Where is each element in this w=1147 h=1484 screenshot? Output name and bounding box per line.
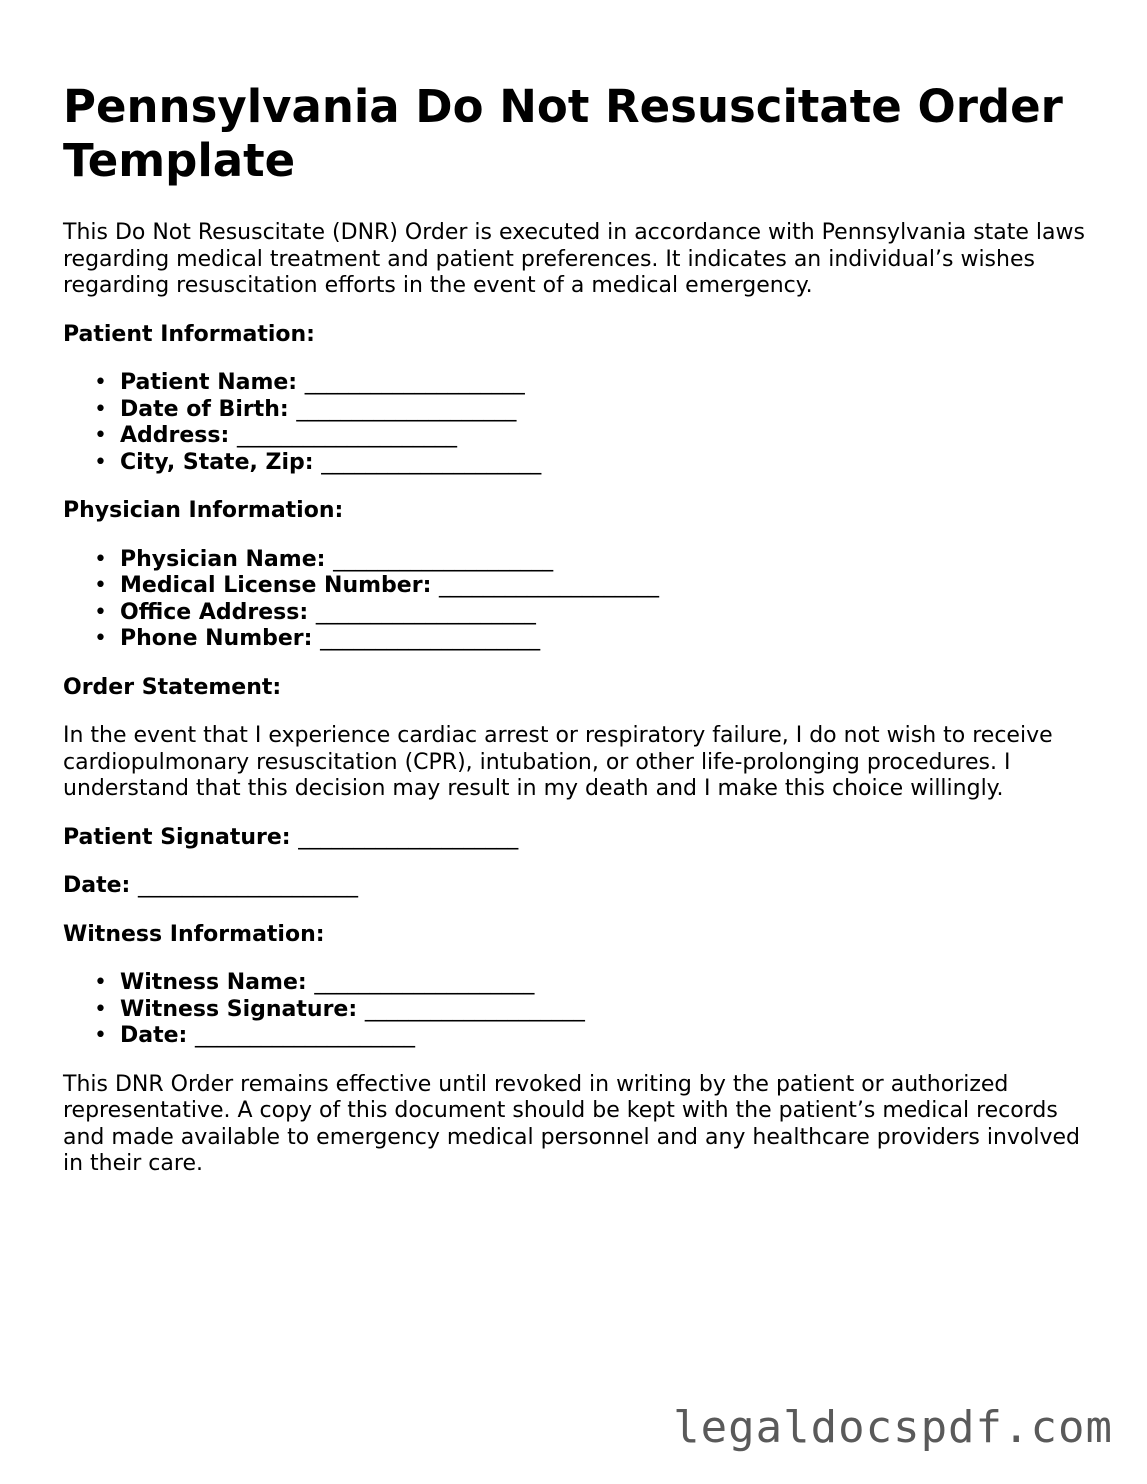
- blank-line: ____________________: [320, 626, 541, 651]
- bullet-icon: •: [94, 599, 107, 625]
- physician-info-heading: Physician Information:: [63, 498, 344, 523]
- field-label: Witness Name:: [120, 970, 307, 995]
- order-statement-heading: Order Statement:: [63, 674, 282, 700]
- field-label: Address:: [120, 423, 230, 448]
- physician-info-list: [63, 547, 1093, 653]
- bullet-icon: •: [94, 546, 107, 572]
- witness-name-field[interactable]: [63, 970, 1093, 997]
- closing-paragraph: This DNR Order remains effective until revoked in writing by the patient or authorized representative. A copy of this document should be kept with the patient’s medical records and made available to emergency medical personnel and any healthcare providers involved in their care.: [63, 1071, 1081, 1176]
- blank-line: ____________________: [236, 423, 457, 448]
- physician-name-field[interactable]: [63, 547, 1093, 574]
- address-field[interactable]: [63, 423, 1093, 450]
- blank-line: ____________________: [364, 996, 585, 1022]
- blank-line: ____________________: [304, 370, 525, 395]
- bullet-icon: •: [94, 449, 107, 475]
- city-state-zip-field[interactable]: [63, 450, 1093, 477]
- patient-info-heading: Patient Information:: [63, 321, 315, 347]
- field-label: Medical License Number:: [120, 573, 432, 598]
- field-label: City, State, Zip:: [120, 449, 314, 475]
- office-address-field[interactable]: [63, 600, 1093, 627]
- order-statement-text: In the event that I experience cardiac arrest or respiratory failure, I do not wish to receive cardiopulmonary resuscitation (CPR), intubation, or other life-prolonging procedures. I understand that this decision may result in my death and I make this choice willingly.: [63, 723, 1053, 801]
- blank-line: ____________________: [321, 449, 542, 475]
- blank-line: ____________________: [314, 970, 535, 995]
- bullet-icon: •: [94, 396, 107, 422]
- intro-paragraph: This Do Not Resuscitate (DNR) Order is executed in accordance with Pennsylvania state laws regarding medical treatment and patient preferences. It indicates an individual’s wishes regarding resuscitation efforts in the event of a medical emergency.: [63, 220, 1085, 298]
- bullet-icon: •: [94, 370, 107, 395]
- field-label: Office Address:: [120, 599, 309, 625]
- field-label: Physician Name:: [120, 546, 326, 572]
- field-label: Witness Signature:: [120, 996, 358, 1022]
- patient-signature-field[interactable]: [63, 825, 1093, 852]
- date-of-birth-field[interactable]: [63, 397, 1093, 424]
- blank-line: ____________________: [138, 873, 359, 898]
- witness-date-field[interactable]: [63, 1023, 1093, 1050]
- field-label: Date:: [120, 1023, 188, 1048]
- bullet-icon: •: [94, 996, 107, 1022]
- patient-info-list: [63, 370, 1093, 476]
- bullet-icon: •: [94, 970, 107, 995]
- phone-number-field[interactable]: [63, 626, 1093, 653]
- bullet-icon: •: [94, 1023, 107, 1048]
- witness-signature-field[interactable]: [63, 997, 1093, 1024]
- medical-license-number-field[interactable]: [63, 573, 1093, 600]
- signature-date-field[interactable]: [63, 873, 1093, 900]
- bullet-icon: •: [94, 626, 107, 651]
- blank-line: ____________________: [195, 1023, 416, 1048]
- field-label: Patient Signature:: [63, 824, 291, 850]
- blank-line: ____________________: [333, 546, 554, 572]
- blank-line: ____________________: [439, 573, 660, 598]
- blank-line: ____________________: [298, 824, 519, 850]
- blank-line: ____________________: [315, 599, 536, 625]
- document-page: [63, 80, 1093, 1178]
- field-label: Phone Number:: [120, 626, 313, 651]
- witness-info-heading: Witness Information:: [63, 921, 325, 947]
- patient-name-field[interactable]: [63, 370, 1093, 397]
- field-label: Date of Birth:: [120, 396, 289, 422]
- document-title: Pennsylvania Do Not Resuscitate Order Template: [63, 80, 1063, 187]
- field-label: Date:: [63, 873, 131, 898]
- witness-info-list: [63, 970, 1093, 1050]
- field-label: Patient Name:: [120, 370, 298, 395]
- bullet-icon: •: [94, 573, 107, 598]
- watermark-logo: legaldocspdf.com: [673, 1402, 1113, 1453]
- bullet-icon: •: [94, 423, 107, 448]
- blank-line: ____________________: [296, 396, 517, 422]
